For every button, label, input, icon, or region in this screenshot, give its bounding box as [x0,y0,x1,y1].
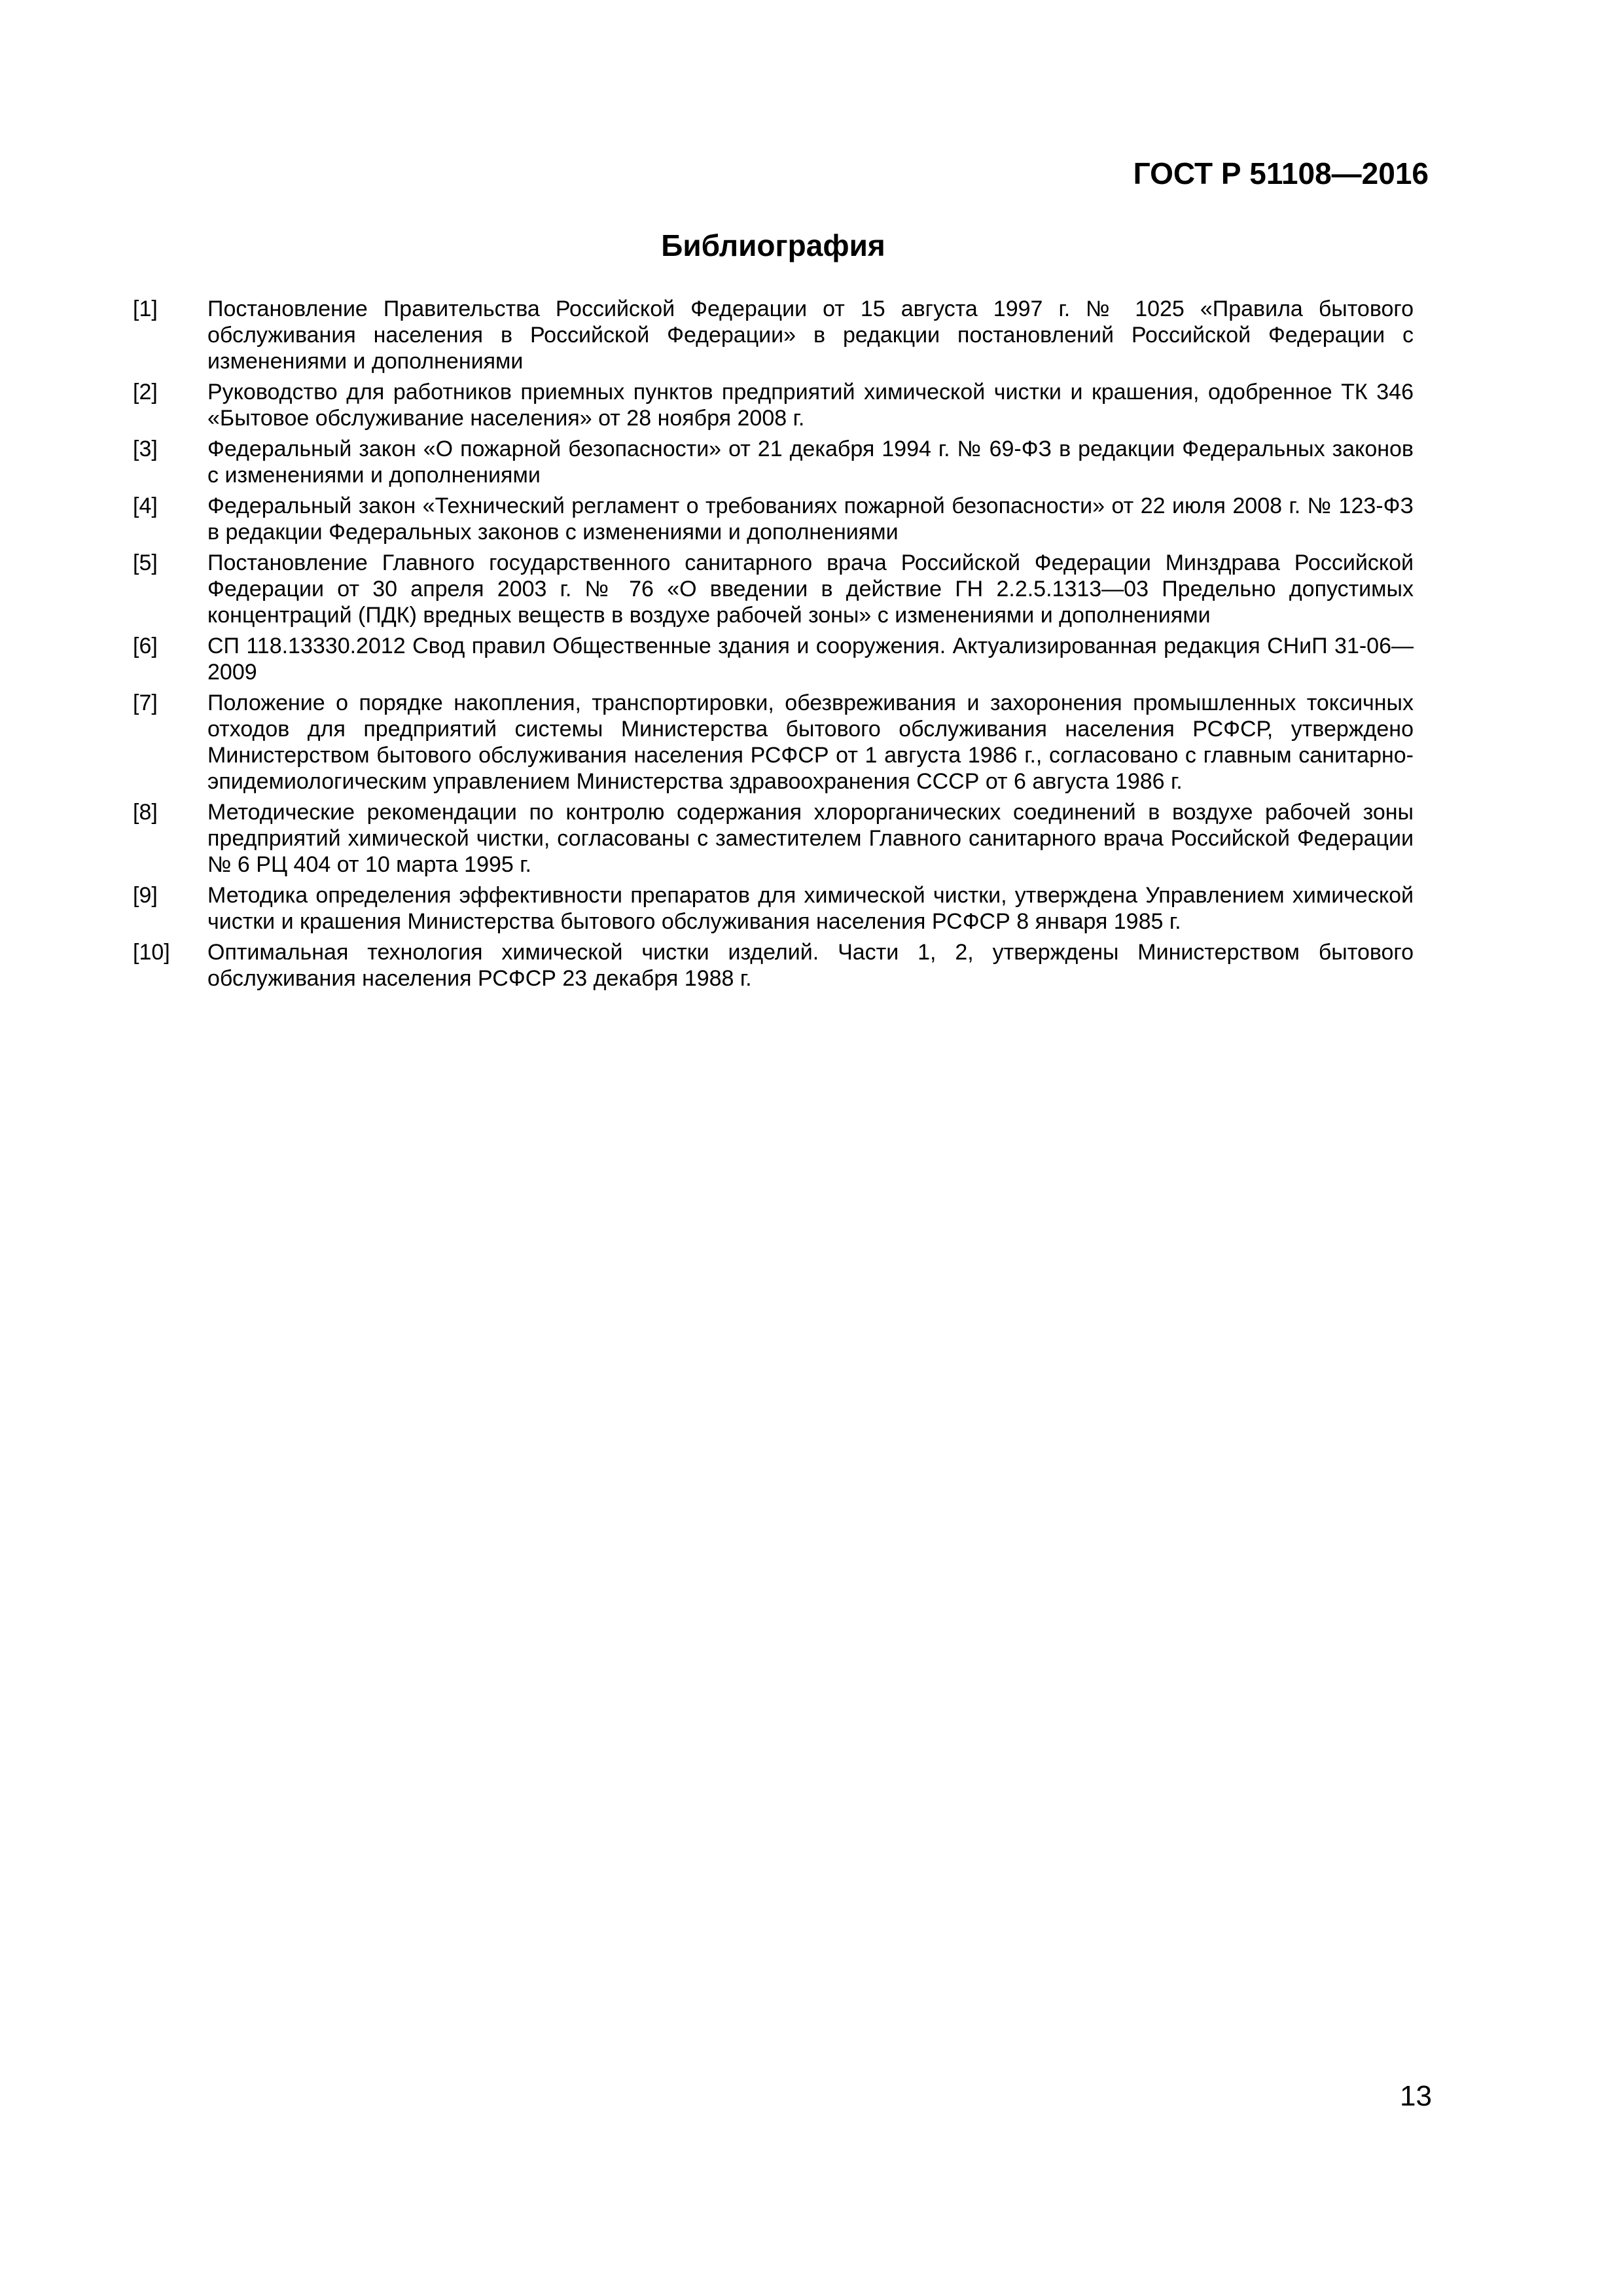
entry-label: [7] [133,691,158,715]
bibliography-entry [133,690,1414,795]
document-code-header: ГОСТ Р 51108—2016 [1133,156,1429,190]
bibliography-entry [133,799,1414,878]
entry-text: СП 118.13330.2012 Свод правил Общественные здания и сооружения. Актуализированная редакция СНиП 31-06—2009 [207,634,1414,685]
bibliography-entry [133,296,1414,374]
entry-text: Федеральный закон «О пожарной безопасности» от 21 декабря 1994 г. № 69-ФЗ в редакции Федеральных законов с изменениями и дополнениями [207,437,1414,488]
entry-text: Методика определения эффективности препаратов для химической чистки, утверждена Управлением химической чистки и крашения Министерства бытового обслуживания населения РСФСР 8 января 1985 г. [207,883,1414,934]
bibliography-entry [133,493,1414,545]
entry-text: Постановление Правительства Российской Федерации от 15 августа 1997 г. № 1025 «Правила бытового обслуживания населения в Российской Федерации» в редакции постановлений Российской Федерации с изменениями и дополнениями [207,296,1414,374]
entry-label: [2] [133,380,158,404]
bibliography-entry [133,436,1414,488]
entry-label: [4] [133,493,158,518]
bibliography-entry [133,633,1414,685]
entry-text: Положение о порядке накопления, транспортировки, обезвреживания и захоронения промышленных токсичных отходов для предприятий системы Министерства бытового обслуживания населения РСФСР, утверждено Министерством бытового обслуживания населения РСФСР от 1 августа 1986 г., согласовано с главным санитарно-эпидемиологическим управлением Министерства здравоохранения СССР от 6 августа 1986 г. [207,691,1414,794]
bibliography-list [133,296,1414,996]
entry-text: Методические рекомендации по контролю содержания хлорорганических соединений в воздухе рабочей зоны предприятий химической чистки, согласованы с заместителем Главного санитарного врача Российской Федерации № 6 РЦ 404 от 10 марта 1995 г. [207,800,1414,877]
entry-label: [5] [133,550,158,575]
section-title: Библиография [661,228,885,262]
bibliography-entry [133,379,1414,431]
bibliography-entry [133,882,1414,935]
entry-text: Федеральный закон «Технический регламент о требованиях пожарной безопасности» от 22 июля 2008 г. № 123-ФЗ в редакции Федеральных законов с изменениями и дополнениями [207,493,1414,545]
entry-label: [3] [133,437,158,461]
entry-text: Руководство для работников приемных пунктов предприятий химической чистки и крашения, одобренное ТК 346 «Бытовое обслуживание населения» от 28 ноября 2008 г. [207,380,1414,431]
entry-text: Постановление Главного государственного санитарного врача Российской Федерации Минздрава Российской Федерации от 30 апреля 2003 г. № 76 «О введении в действие ГН 2.2.5.1313—03 Предельно допустимых концентраций (ПДК) вредных веществ в воздухе рабочей зоны» с изменениями и дополнениями [207,550,1414,628]
entry-label: [10] [133,940,170,965]
bibliography-entry [133,939,1414,992]
entry-label: [9] [133,883,158,908]
bibliography-entry [133,550,1414,628]
entry-text: Оптимальная технология химической чистки изделий. Части 1, 2, утверждены Министерством бытового обслуживания населения РСФСР 23 декабря 1988 г. [207,940,1414,991]
page-number: 13 [1400,2080,1432,2112]
entry-label: [1] [133,296,158,321]
entry-label: [8] [133,800,158,825]
entry-label: [6] [133,634,158,658]
